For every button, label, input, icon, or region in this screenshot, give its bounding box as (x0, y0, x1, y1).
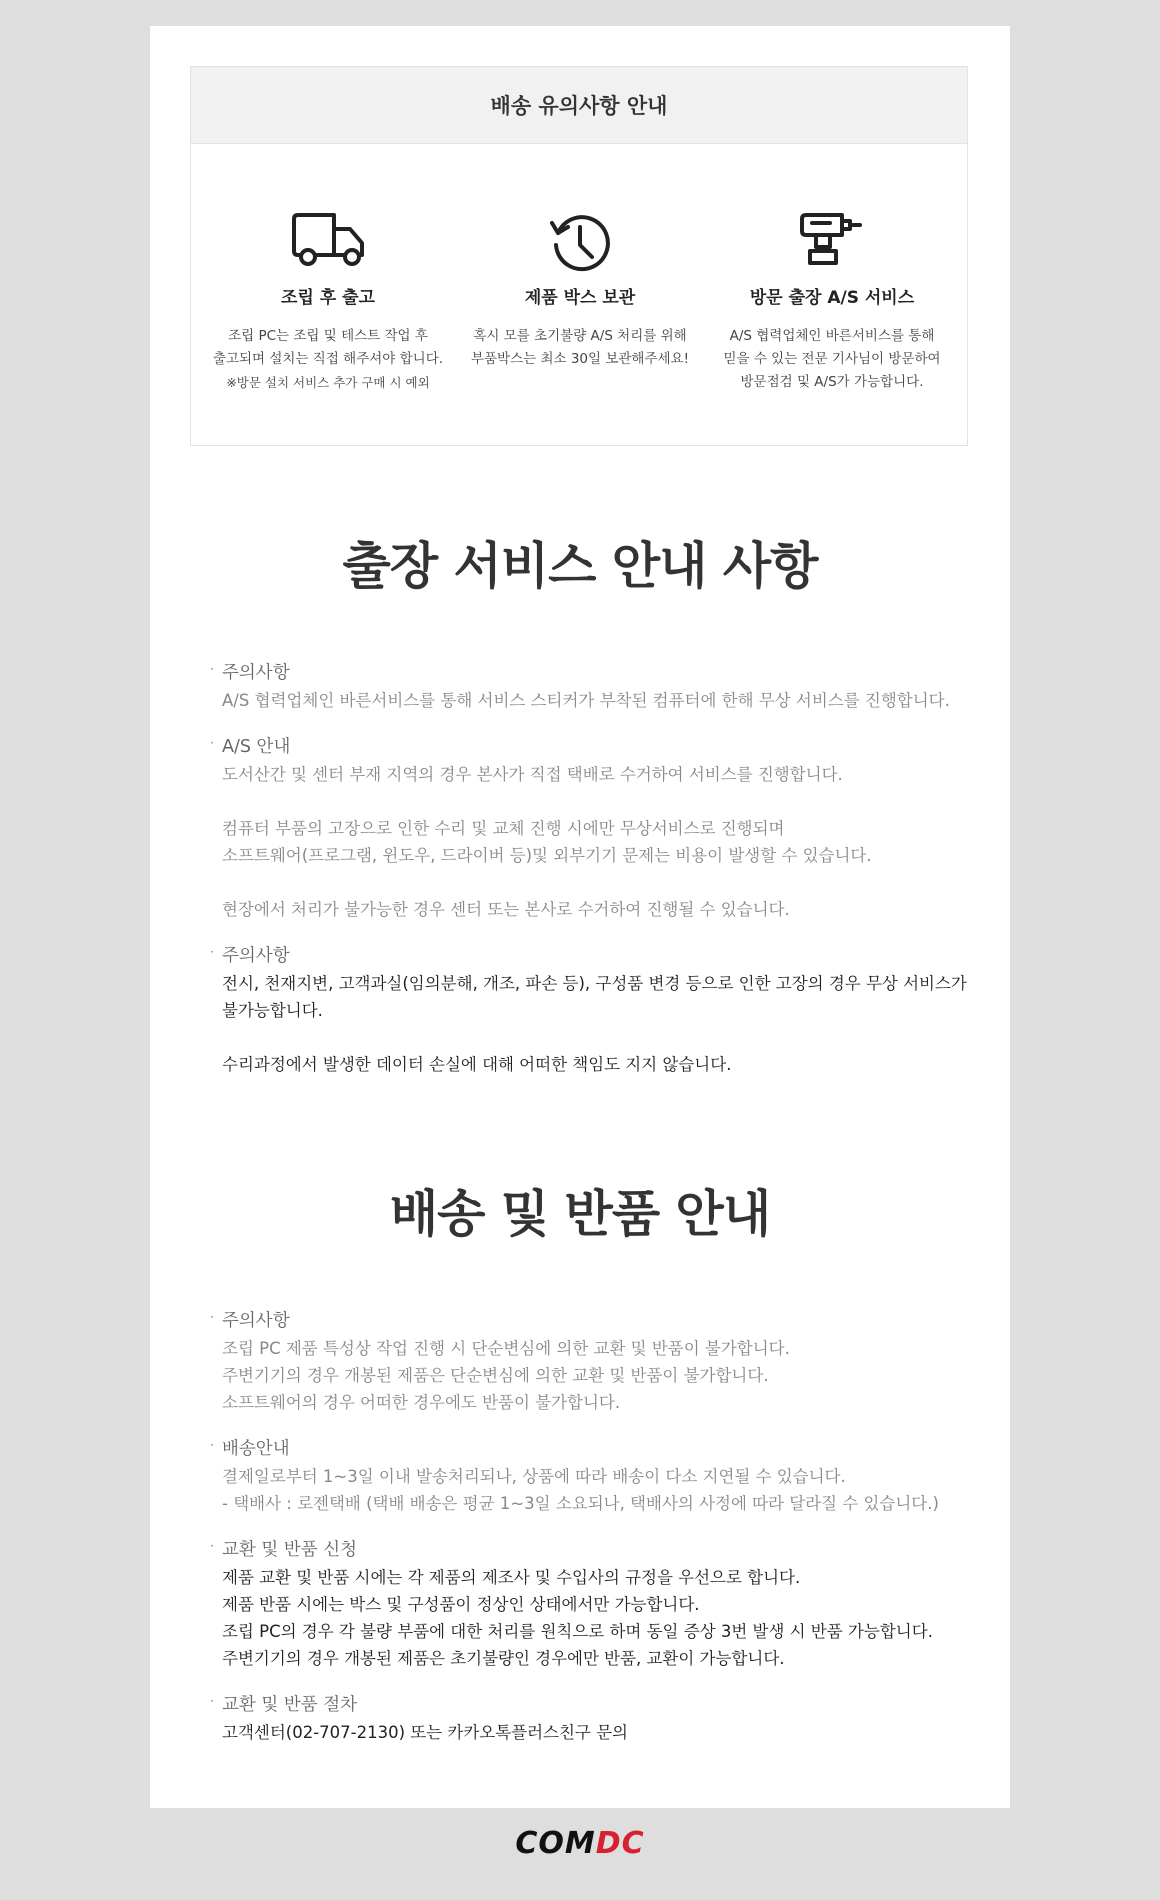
item-line: 컴퓨터 부품의 고장으로 인한 수리 및 교체 진행 시에만 무상서비스로 진행되며 (222, 819, 785, 838)
item-line: - 택배사 : 로젠택배 (택배 배송은 평균 1~3일 소요되나, 택배사의 사정에 따라 달라질 수 있습니다.) (222, 1494, 939, 1513)
bullet-dot: · (210, 1438, 214, 1452)
item-line: 소프트웨어(프로그램, 윈도우, 드라이버 등)및 외부기기 문제는 비용이 발생할 수 있습니다. (222, 846, 872, 865)
item-line: 결제일로부터 1~3일 이내 발송처리되나, 상품에 따라 배송이 다소 지연될 수 있습니다. (222, 1467, 846, 1486)
shipping-notice-box (190, 66, 968, 446)
service-list (210, 660, 970, 1098)
item-line: 수리과정에서 발생한 데이터 손실에 대해 어떠한 책임도 지지 않습니다. (222, 1055, 732, 1074)
item-label: 주의사항 (222, 1311, 290, 1331)
bullet-dot: · (210, 1310, 214, 1324)
notice-features (191, 143, 967, 445)
service-item-caution-2 (210, 943, 970, 1078)
item-line: 주변기기의 경우 개봉된 제품은 초기불량인 경우에만 반품, 교환이 가능합니다. (222, 1649, 785, 1668)
truck-icon (290, 211, 366, 271)
item-line: 조립 PC 제품 특성상 작업 진행 시 단순변심에 의한 교환 및 반품이 불가합니다. (222, 1339, 790, 1358)
item-line: 소프트웨어의 경우 어떠한 경우에도 반품이 불가합니다. (222, 1393, 621, 1412)
feature-note: ※방문 설치 서비스 추가 구매 시 예외 (226, 375, 430, 390)
notice-title: 배송 유의사항 안내 (191, 67, 967, 144)
item-label: 교환 및 반품 절차 (222, 1695, 358, 1715)
item-line: 고객센터(02-707-2130) 또는 카카오톡플러스친구 문의 (222, 1723, 628, 1742)
item-label: 배송안내 (222, 1439, 290, 1459)
feature-desc-line: 출고되며 설치는 직접 해주셔야 합니다. (212, 351, 444, 367)
item-line: 제품 반품 시에는 박스 및 구성품이 정상인 상태에서만 가능합니다. (222, 1595, 700, 1614)
feature-title: 조립 후 출고 (281, 288, 375, 308)
item-label: 교환 및 반품 신청 (222, 1540, 358, 1560)
feature-desc-line: 믿을 수 있는 전문 기사님이 방문하여 (723, 351, 941, 367)
feature-title: 제품 박스 보관 (524, 288, 636, 308)
item-line: 조립 PC의 경우 각 불량 부품에 대한 처리를 원칙으로 하며 동일 증상 3번 발생 시 반품 가능합니다. (222, 1622, 933, 1641)
feature-desc-line: 방문점검 및 A/S가 가능합니다. (740, 374, 924, 390)
service-item-as (210, 734, 970, 923)
bullet-dot: · (210, 1694, 214, 1708)
content-card (150, 26, 1010, 1808)
drill-icon (800, 211, 864, 271)
delivery-list (210, 1308, 970, 1766)
history-clock-icon (548, 211, 612, 279)
item-line: 전시, 천재지변, 고객과실(임의분해, 개조, 파손 등), 구성품 변경 등으로 인한 고장의 경우 무상 서비스가 (222, 974, 967, 993)
bullet-dot: · (210, 662, 214, 676)
bullet-dot: · (210, 945, 214, 959)
feature-title: 방문 출장 A/S 서비스 (749, 288, 915, 308)
item-label: 주의사항 (222, 663, 290, 683)
item-line: 도서산간 및 센터 부재 지역의 경우 본사가 직접 택배로 수거하여 서비스를 진행합니다. (222, 765, 843, 784)
item-line: A/S 협력업체인 바른서비스를 통해 서비스 스티커가 부착된 컴퓨터에 한해 무상 서비스를 진행합니다. (222, 691, 950, 710)
item-label: 주의사항 (222, 946, 290, 966)
service-item-caution (210, 660, 970, 714)
delivery-section-title: 배송 및 반품 안내 (389, 1185, 771, 1243)
item-line: 불가능합니다. (222, 1001, 323, 1020)
delivery-item-exchange-request (210, 1537, 970, 1672)
service-section-title: 출장 서비스 안내 사항 (342, 537, 818, 595)
bullet-dot: · (210, 736, 214, 750)
logo-part-dc: DC (595, 1826, 645, 1861)
feature-desc-line: 조립 PC는 조립 및 테스트 작업 후 (228, 328, 428, 344)
item-line: 현장에서 처리가 불가능한 경우 센터 또는 본사로 수거하여 진행될 수 있습니다. (222, 900, 790, 919)
item-line: 주변기기의 경우 개봉된 제품은 단순변심에 의한 교환 및 반품이 불가합니다. (222, 1366, 769, 1385)
delivery-item-shipping (210, 1436, 970, 1517)
bullet-dot: · (210, 1539, 214, 1553)
feature-desc-line: 혹시 모를 초기불량 A/S 처리를 위해 (473, 328, 687, 344)
logo-part-com: COM (515, 1826, 596, 1861)
delivery-item-caution (210, 1308, 970, 1416)
comdc-logo (0, 1826, 1160, 1861)
item-label: A/S 안내 (222, 737, 291, 757)
feature-desc-line: A/S 협력업체인 바른서비스를 통해 (729, 328, 935, 344)
delivery-item-exchange-process (210, 1692, 970, 1746)
item-line: 제품 교환 및 반품 시에는 각 제품의 제조사 및 수입사의 규정을 우선으로 합니다. (222, 1568, 801, 1587)
feature-desc-line: 부품박스는 최소 30일 보관해주세요! (470, 351, 690, 367)
